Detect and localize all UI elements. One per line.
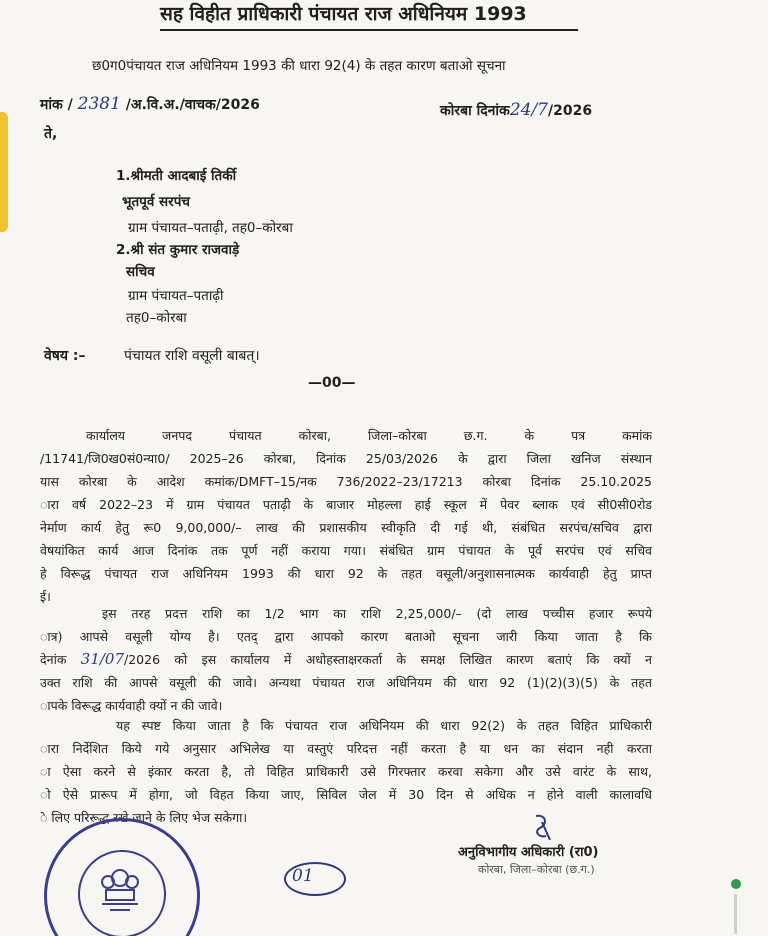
heading-underline [160,29,578,31]
addressee-line: 1.श्रीमती आदबाई तिर्की [116,168,237,184]
handwritten-due-date: 31/07 [80,650,125,668]
paragraph-1-line: नेर्माण कार्य हेतु रू0 9,00,000/– लाख की प्रशासकीय स्वीकृति दी गई थी, संबंधित सरपंच/सचिव द्वारा [40,520,652,535]
addressee-line: भूतपूर्व सरपंच [122,194,190,210]
paragraph-3-line: े लिए परिरूद्ध रखे जाने के लिए भेज सकेगा। [40,810,248,825]
document-subheading: छ0ग0पंचायत राज अधिनियम 1993 की धारा 92(4) के तहत कारण बताओ सूचना [92,58,506,74]
paragraph-1-line: हे विरूद्ध पंचायत राज अधिनियम 1993 की धारा 92 के तहत वसूली/अनुशासनात्मक कार्यवाही हेतु प्राप्त [40,566,652,581]
reference-prefix: मांक / [40,97,73,113]
paragraph-2-line: उक्त राशि की आपसे वसूली की जावे। अन्यथा पंचायत राज अधिनियम की धारा 92 (1)(2)(3)(5) के तहत [40,675,652,690]
document-heading: सह विहीत प्राधिकारी पंचायत राज अधिनियम 1993 [160,3,527,25]
paragraph-2 [40,602,652,717]
paragraph-1-line: वेषयांकित कार्य आज दिनांक तक पूर्ण नहीं कराया गया। संबंधित ग्राम पंचायत के पूर्व सरपंच एवं सचिव [40,543,652,558]
reference-number [40,94,260,114]
scan-watermark-icon [729,878,743,936]
reference-suffix: /अ.वि.अ./वाचक/2026 [125,97,260,113]
reference-date [440,100,592,120]
paragraph-2-line: ापके विरूद्ध कार्यवाही क्यों न की जावे। [40,698,223,713]
paragraph-1-line: कार्यालय जनपद पंचायत कोरबा, जिला–कोरबा छ.ग. के पत्र कमांक [86,428,652,443]
paragraph-2-line: इस तरह प्रदत्त राशि का 1/2 भाग का राशि 2,25,000/– (दो लाख पच्चीस हजार रूपये [102,606,652,621]
to-label: ते, [44,126,58,142]
date-label: कोरबा दिनांक [440,103,510,119]
date-year: /2026 [548,103,593,119]
date-prefix: देनांक [40,652,67,667]
paragraph-3 [40,714,652,829]
addressee-line: सचिव [126,264,155,280]
paragraph-1-line: ई। [40,589,51,604]
subject-text: पंचायत राशि वसूली बाबत्। [124,348,260,364]
addressee-line: तह0–कोरबा [126,310,187,326]
addressee-line: ग्राम पंचायत–पताढ़ी, तह0–कोरबा [128,220,293,236]
paragraph-3-line: ा ऐसा करने से इंकार करता है, तो विहित प्राधिकारी उसे गिरफ्तार करवा सकेगा और उसे वारंट के साथ, [40,764,652,779]
addressee-line: 2.श्री संत कुमार राजवाड़े [116,242,240,258]
paragraph-1-line: /11741/जि0ख0सं0न्या0/ 2025–26 कोरबा, दिनांक 25/03/2026 के द्वारा जिला खनिज संस्थान [40,451,652,466]
signature-icon [528,812,558,844]
paragraph-3-line: ारा निर्देशित किये गये अनुसार अभिलेख या वस्तुएं परिदत्त नहीं करता है या धन का संदान नही करता [40,741,652,756]
paragraph-1 [40,424,652,608]
date-handwritten: 24/7 [509,100,548,120]
date-suffix: /2026 को इस कार्यालय में अधोहस्ताक्षरकर्ता के समक्ष लिखित कारण बताएं कि क्यों न [124,652,652,667]
paragraph-2-line [40,648,652,671]
paragraph-3-line: यह स्पष्ट किया जाता है कि पंचायत राज अधिनियम की धारा 92(2) के तहत विहित प्राधिकारी [116,718,652,733]
signatory-place: कोरबा, जिला–कोरबा (छ.ग.) [478,863,595,876]
national-emblem-icon [92,864,148,928]
addressee-line: ग्राम पंचायत–पताढ़ी [128,288,224,304]
separator: —00— [308,375,356,391]
reference-handwritten-number: 2381 [77,94,121,114]
yellow-edge-tab [0,112,8,232]
paragraph-2-line: ात्र) आपसे वसूली योग्य है। एतद् द्वारा आपको कारण बताओ सूचना जारी किया जाता है कि [40,629,652,644]
paragraph-3-line: ो ऐसे प्रारूप में होगा, जो विहत किया जाए, सिविल जेल में 30 दिन से अधिक न होने वाली कालावधि [40,787,652,802]
paragraph-1-line: यास कोरबा के आदेश कमांक/DMFT–15/नक 736/2022–23/17213 कोरबा दिनांक 25.10.2025 [40,474,652,489]
subject-label: वेषय :– [44,348,86,364]
paragraph-1-line: ारा वर्ष 2022–23 में ग्राम पंचायत पताढ़ी के बाजार मोहल्ला हाई स्कूल में पेवर ब्लाक एवं सी0सी0रोड [40,497,652,512]
handwritten-number: 01 [292,866,314,886]
signatory-title: अनुविभागीय अधिकारी (रा0) [458,845,599,860]
